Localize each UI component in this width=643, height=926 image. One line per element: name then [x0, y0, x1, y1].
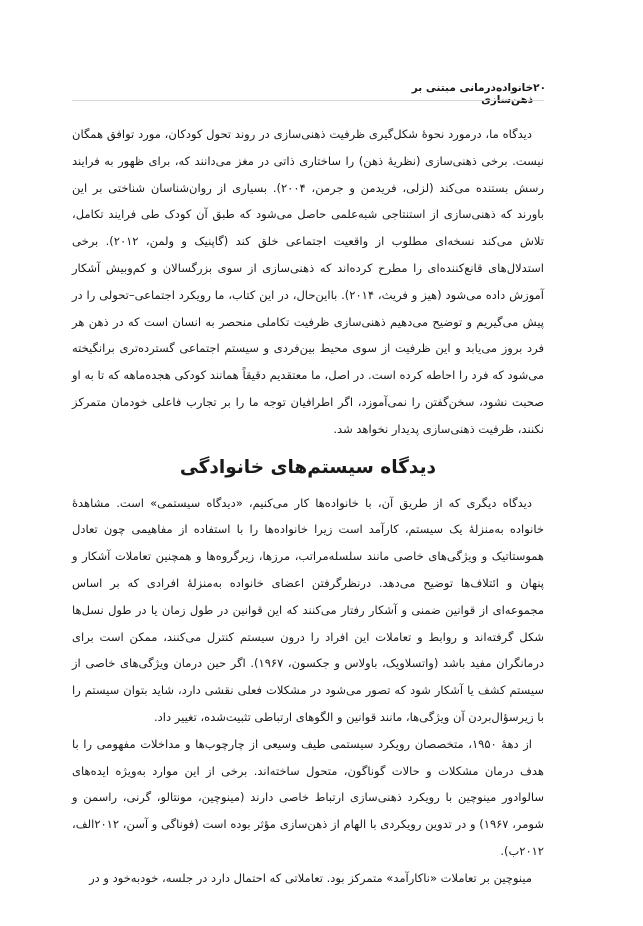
- running-header: [360, 82, 546, 106]
- section-heading: دیدگاه سیستم‌های خانوادگی: [179, 456, 437, 478]
- body-text: [72, 121, 544, 892]
- running-title: خانواده‌درمانی مبتنی بر ذهن‌سازی: [411, 82, 534, 106]
- paragraph: دیدگاه ما، درمورد نحوهٔ شکل‌گیری ظرفیت ذهنی‌سازی در روند تحول کودکان، مورد توافق همگان نیست. برخی ذهنی‌سازی (نظریهٔ ذهن) را ساختاری ذاتی در مغز می‌دانند که، برای ظهور به فرایند رسش بستنده می‌کند (لزلی، فریدمن و جرمن، ۲۰۰۴). بسیاری از روان‌شناسان شناختی بر این باورند که ذهنی‌سازی از استنتاجی شبه‌علمی حاصل می‌شود که طبق آن کودک طی فرایند تکامل، تلاش می‌کند نسخه‌ای مطلوب از واقعیت اجتماعی خلق کند (گاپنیک و ولمن، ۲۰۱۲). برخی استدلال‌های قانع‌کننده‌ای را مطرح کرده‌اند که ذهنی‌سازی از سوی بزرگسالان و کم‌وبیش آشکار آموزش داده می‌شود (هیز و فریث، ۲۰۱۴). بااین‌حال، در این کتاب، ما رویکرد اجتماعی–تحولی را در پیش می‌گیریم و توضیح می‌دهیم ذهنی‌سازی ظرفیت تکاملی منحصر به انسان است که در ذهن هر فرد بروز می‌یابد و این ظرفیت از سوی محیط بین‌فردی و سیستم اجتماعی گسترده‌تری برانگیخته می‌شود که فرد را احاطه کرده است. در اصل، ما معتقدیم دقیقاً همانند کودکی هجده‌ماهه که تا به او صحبت نشود، سخن‌گفتن را نمی‌آموزد، اگر اطرافیان توجه ما را بر تجارب فاعلی خودمان متمرکز نکنند، ظرفیت ذهنی‌سازی پدیدار نخواهد شد.: [72, 127, 544, 436]
- paragraph: دیدگاه دیگری که از طریق آن، با خانواده‌ها کار می‌کنیم، «دیدگاه سیستمی» است. مشاهدهٔ خانواده به‌منزلهٔ یک سیستم، کارآمد است زیرا خانواده‌ها را با استفاده از مفاهیمی چون تعادل هموستاتیک و ویژگی‌های خاصی مانند سلسله‌مراتب، مرزها، زیرگروه‌ها و همچنین تعاملات آشکار و پنهان و ائتلاف‌ها توضیح می‌دهد. درنظرگرفتن اعضای خانواده به‌منزلهٔ افرادی که بر اساس مجموعه‌ای از قوانین ضمنی و آشکار رفتار می‌کنند که این قوانین در طول زمان یا در طول نسل‌ها شکل گرفته‌اند و روابط و تعاملات این افراد را درون سیستم کنترل می‌کنند، ممکن است برای درمانگران مفید باشد (واتسلاویک، باولاس و جکسون، ۱۹۶۷). اگر حین درمان ویژگی‌های خاصی از سیستم کشف یا آشکار شود که تصور می‌شود در مشکلات فعلی نقشی دارد، شاید بتوان سیستم را با زیرسؤال‌بردن آن ویژگی‌ها، مانند قوانین و الگوهای ارتباطی تثبیت‌شده، تغییر داد.: [72, 495, 544, 724]
- header-divider: [72, 100, 544, 101]
- page-number: ۲۰: [533, 82, 546, 94]
- paragraph: از دههٔ ۱۹۵۰، متخصصان رویکرد سیستمی طیف وسیعی از چارچوب‌ها و مداخلات مفهومی را با هدف درمان مشکلات و حالات گوناگون، متحول ساخته‌اند. برخی از این موارد به‌ویژه ایده‌های سالوادور مینوچین با رویکرد ذهنی‌سازی ارتباط خاصی دارند (مینوچین، مونتالو، گرنی، راسمن و شومر، ۱۹۶۷) و در تدوین رویکردی با الهام از ذهن‌سازی مؤثر بوده است (فوناگی و آسن، ۲۰۱۲الف، ۲۰۱۲ب).: [72, 736, 544, 858]
- paragraph: مینوچین بر تعاملات «ناکارآمد» متمرکز بود. تعاملاتی که احتمال دارد در جلسه، خودبه‌خود و در: [89, 870, 532, 885]
